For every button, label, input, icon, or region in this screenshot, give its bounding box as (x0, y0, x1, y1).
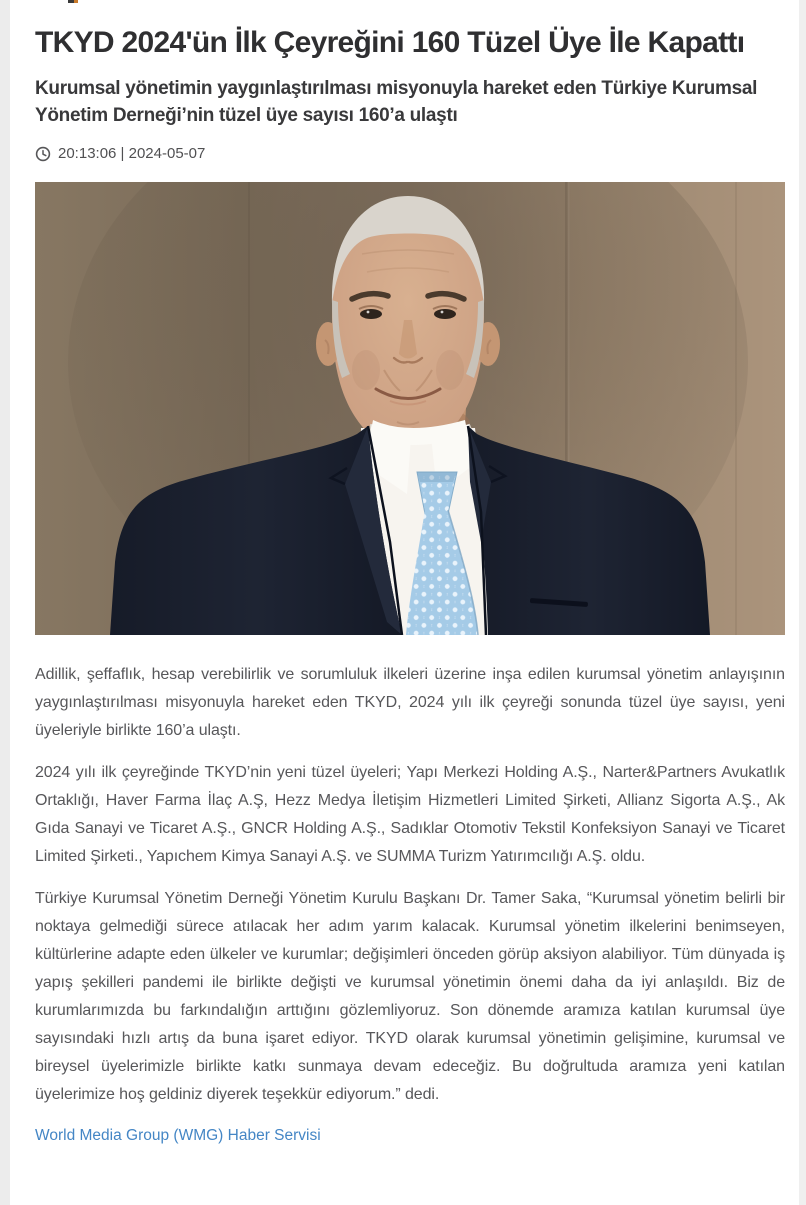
page-edge-right (799, 0, 806, 1205)
article-body (35, 661, 785, 1109)
article-paragraph: Türkiye Kurumsal Yönetim Derneği Yönetim Kurulu Başkanı Dr. Tamer Saka, “Kurumsal yönetim belirli bir noktaya gelmediği sürece atılacak her adım yarım kalacak. Kurumsal yönetim ilkelerini benimseyen, kültürlerine adapte eden ülkeler ve kurumlar; değişimleri önceden görüp aksiyon alabiliyor. Tüm dünyada iş yapış şekilleri pandemi ile birlikte değişti ve kurumsal yönetimin önemi daha da iyi anlaşıldı. Biz de kurumlarımızda bu farkındalığın arttığını gözlemliyoruz. Son dönemde aramıza katılan kurumsal üye sayısındaki hızlı artış da buna işaret ediyor. TKYD olarak kurumsal yönetimin gelişimine, kurumsal ve bireysel üyelerimizle birlikte katkı sunmaya devam edeceğiz. Bu doğrultuda aramıza yeni katılan üyelerimize hoş geldiniz diyerek teşekkür ediyorum.” dedi. (35, 890, 785, 1103)
article-title: TKYD 2024'ün İlk Çeyreğini 160 Tüzel Üye İle Kapattı (35, 26, 745, 59)
article-subtitle: Kurumsal yönetimin yaygınlaştırılması misyonuyla hareket eden Türkiye Kurumsal Yönetim Derneği’nin tüzel üye sayısı 160’a ulaştı (35, 78, 758, 126)
article-paragraph: Adillik, şeffaflık, hesap verebilirlik ve sorumluluk ilkeleri üzerine inşa edilen kurumsal yönetim anlayışının yaygınlaştırılması misyonuyla hareket eden TKYD, 2024 yılı ilk çeyreği sonunda tüzel üye sayısı, yeni üyeleriyle birlikte 160’a ulaştı. (35, 666, 785, 739)
source-link[interactable]: World Media Group (WMG) Haber Servisi (35, 1127, 321, 1144)
page-edge-left (0, 0, 10, 1205)
article-paragraph: 2024 yılı ilk çeyreğinde TKYD’nin yeni tüzel üyeleri; Yapı Merkezi Holding A.Ş., Narter&Partners Avukatlık Ortaklığı, Haver Farma İlaç A.Ş, Hezz Medya İletişim Hizmetleri Limited Şirketi, Allianz Sigorta A.Ş., Ak Gıda Sanayi ve Ticaret A.Ş., GNCR Holding A.Ş., Sadıklar Otomotiv Tekstil Konfeksiyon Sanayi ve Ticaret Limited Şirketi., Yapıchem Kimya Sanayi A.Ş. ve SUMMA Turizm Yatırımcılığı A.Ş. oldu. (35, 764, 785, 865)
clock-icon (35, 146, 51, 162)
article-timestamp: 20:13:06 | 2024-05-07 (58, 145, 206, 162)
article-container (35, 0, 785, 1145)
article-photo (35, 182, 785, 635)
article-meta (35, 145, 785, 162)
